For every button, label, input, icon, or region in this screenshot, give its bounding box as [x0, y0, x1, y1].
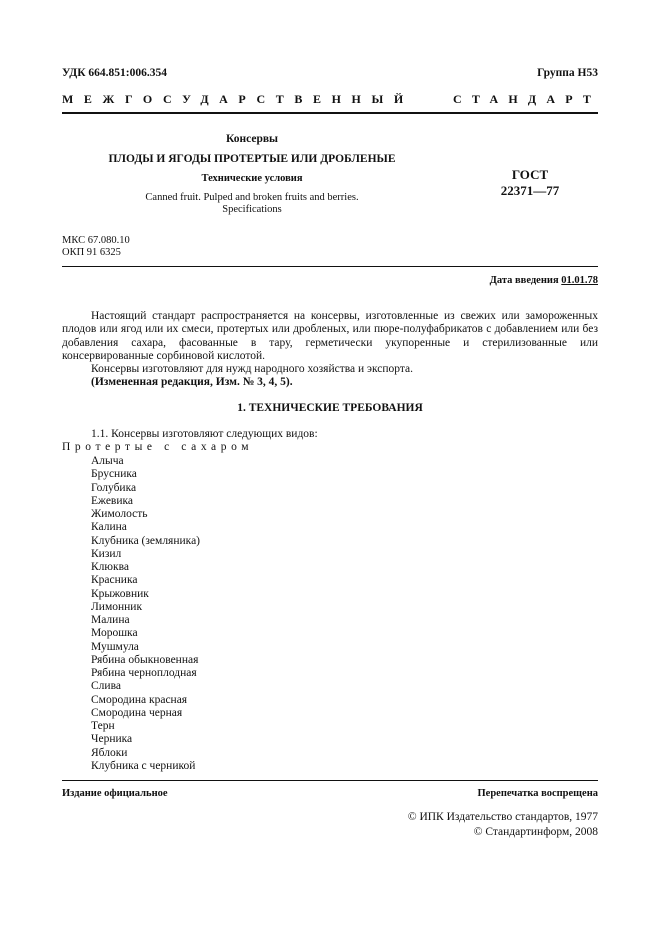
list-item: Смородина черная	[91, 706, 183, 719]
gost-number: 22371—77	[500, 183, 560, 198]
title-category: Консервы	[225, 133, 279, 145]
list-item: Слива	[91, 680, 121, 693]
section-heading: 1. ТЕХНИЧЕСКИЕ ТРЕБОВАНИЯ	[237, 402, 423, 414]
variety-list	[91, 455, 200, 773]
list-item: Красника	[91, 574, 138, 587]
export-paragraph: Консервы изготовляют для нужд народного хозяйства и экспорта.	[91, 363, 413, 375]
udk-code: УДК 664.851:006.354	[62, 67, 167, 79]
codes-rule	[62, 266, 598, 267]
list-item: Крыжовник	[91, 587, 149, 600]
list-item: Терн	[91, 720, 115, 732]
gost-label: ГОСТ	[511, 167, 549, 182]
title-english-line1: Canned fruit. Pulped and broken fruits and berries.	[145, 192, 359, 203]
mks-code: МКС 67.080.10	[62, 235, 130, 246]
title-english-line2: Specifications	[222, 204, 282, 215]
clause-1-1: 1.1. Консервы изготовляют следующих видов:	[91, 428, 318, 440]
intro-paragraph: Настоящий стандарт распространяется на консервы, изготовленные из свежих или замороженных плодов или ягод или их смеси, протертых или дробленых, или пюре-полуфабрикатов с добавлением или без добавления сахара, фасованные в тару, герметически укупоренные и стерилизованные или консервированные сорбиновой кислотой.	[62, 310, 598, 362]
copyright-ipk: © ИПК Издательство стандартов, 1977	[407, 811, 598, 823]
reprint-notice: Перепечатка воспрещена	[477, 788, 598, 799]
list-item: Морошка	[91, 627, 138, 640]
intro-date-label: Дата введения	[489, 275, 559, 286]
title-main: ПЛОДЫ И ЯГОДЫ ПРОТЕРТЫЕ ИЛИ ДРОБЛЕНЫЕ	[108, 153, 396, 165]
list-item: Рябина черноплодная	[91, 667, 197, 679]
list-item: Мушмула	[91, 640, 139, 653]
list-item: Яблоки	[91, 746, 128, 759]
list-item: Ежевика	[91, 494, 134, 507]
list-item: Малина	[91, 614, 130, 626]
list-item: Алыча	[91, 455, 124, 467]
header-rule	[62, 112, 598, 114]
official-edition: Издание официальное	[62, 788, 168, 799]
intro-date-value: 01.01.78	[561, 275, 598, 286]
list-item: Брусника	[91, 468, 137, 481]
group-label: Протертые с сахаром	[62, 441, 254, 453]
list-item: Клубника с черникой	[91, 759, 196, 772]
copyright-standartinform: © Стандартинформ, 2008	[473, 826, 598, 838]
okp-code: ОКП 91 6325	[62, 247, 121, 258]
standard-word-interstate: МЕЖГОСУДАРСТВЕННЫЙ	[62, 92, 414, 106]
list-item: Калина	[91, 521, 127, 534]
list-item: Черника	[91, 733, 133, 746]
list-item: Лимонник	[91, 600, 143, 613]
list-item: Клубника (земляника)	[91, 534, 200, 547]
title-subtitle: Технические условия	[201, 173, 303, 184]
list-item: Рябина обыкновенная	[91, 653, 199, 666]
list-item: Смородина красная	[91, 693, 188, 706]
standard-word-standard: СТАНДАРТ	[453, 92, 602, 106]
list-item: Жимолость	[91, 508, 148, 520]
list-item: Клюква	[91, 561, 129, 573]
footer-rule	[62, 780, 598, 781]
group-code: Группа Н53	[537, 67, 598, 79]
list-item: Кизил	[91, 547, 122, 560]
list-item: Голубика	[91, 481, 137, 494]
intro-date	[490, 275, 598, 286]
amendment-note: (Измененная редакция, Изм. № 3, 4, 5).	[91, 376, 293, 388]
